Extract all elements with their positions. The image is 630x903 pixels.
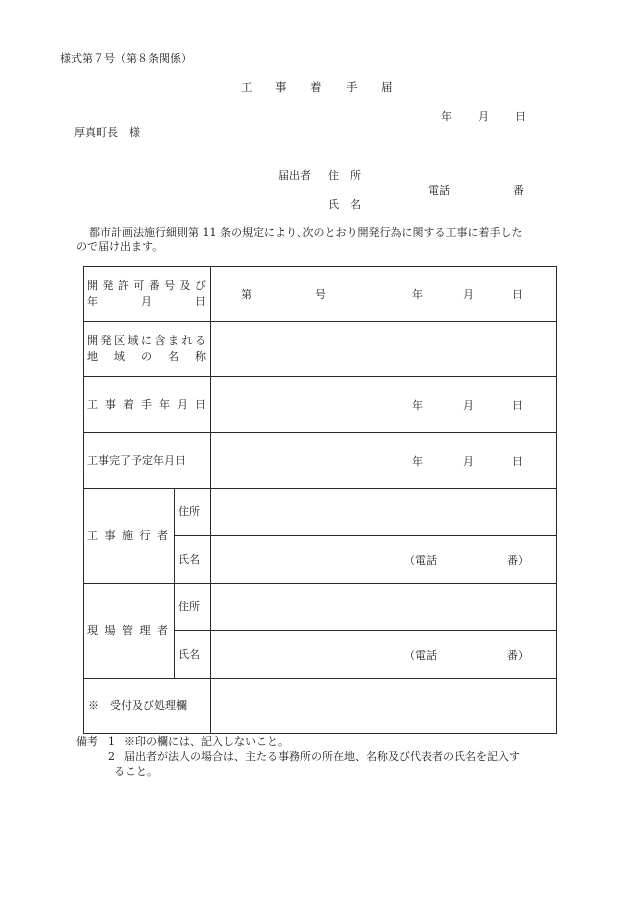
area-name-label: 開 発 区 域 に 含 ま れ る 地 域 の 名 称 [84, 322, 211, 377]
area-name-field[interactable] [211, 322, 557, 377]
note-2: 2 届出者が法人の場合は、主たる事務所の所在地、名称及び代表者の氏名を記入す ること。 [108, 750, 520, 778]
office-use-label: ※ 受付及び処理欄 [84, 679, 211, 734]
applicant-address-label: 住 所 [328, 169, 361, 182]
manager-name-label: 氏名 [175, 631, 211, 679]
applicant-name-label: 氏 名 [328, 198, 361, 211]
row-office-use [84, 679, 557, 734]
contractor-address-label: 住所 [175, 489, 211, 536]
permit-label: 開 発 許 可 番 号 及 び 年 月 日 [84, 267, 211, 322]
permit-value-field[interactable]: 第 号 年 月 日 [211, 267, 557, 322]
contractor-address-field[interactable] [211, 489, 557, 536]
contractor-name-field[interactable]: （電話 番） [211, 536, 557, 584]
addressee: 厚真町長 様 [74, 126, 140, 139]
manager-label: 現 場 管 理 者 [84, 584, 175, 679]
applicant-phone-label: 電話 [428, 184, 450, 197]
manager-address-field[interactable] [211, 584, 557, 631]
completion-date-label: 工事完了予定年月日 [84, 433, 211, 489]
application-table [83, 266, 557, 734]
form-reference: 様式第７号（第８条関係） [60, 52, 192, 65]
body-text-line2: ので届け出ます。 [76, 240, 164, 253]
row-contractor-address [84, 489, 557, 536]
applicant-label: 届出者 [278, 169, 311, 182]
office-use-field [211, 679, 557, 734]
row-manager-address [84, 584, 557, 631]
notes [76, 734, 576, 779]
completion-date-field[interactable]: 年 月 日 [211, 433, 557, 489]
contractor-name-label: 氏名 [175, 536, 211, 584]
row-completion-date [84, 433, 557, 489]
body-text-line1: 都市計画法施行細則第 11 条の規定により､次のとおり開発行為に関する工事に着手した [89, 226, 523, 239]
start-date-field[interactable]: 年 月 日 [211, 377, 557, 433]
row-area-name [84, 322, 557, 377]
manager-address-label: 住所 [175, 584, 211, 631]
start-date-label: 工 事 着 手 年 月 日 [84, 377, 211, 433]
row-permit [84, 267, 557, 322]
applicant-phone-suffix: 番 [513, 184, 524, 197]
manager-name-field[interactable]: （電話 番） [211, 631, 557, 679]
contractor-label: 工 事 施 行 者 [84, 489, 175, 584]
note-1: 備考 1 ※印の欄には、記入しないこと。 [76, 735, 289, 748]
row-start-date [84, 377, 557, 433]
